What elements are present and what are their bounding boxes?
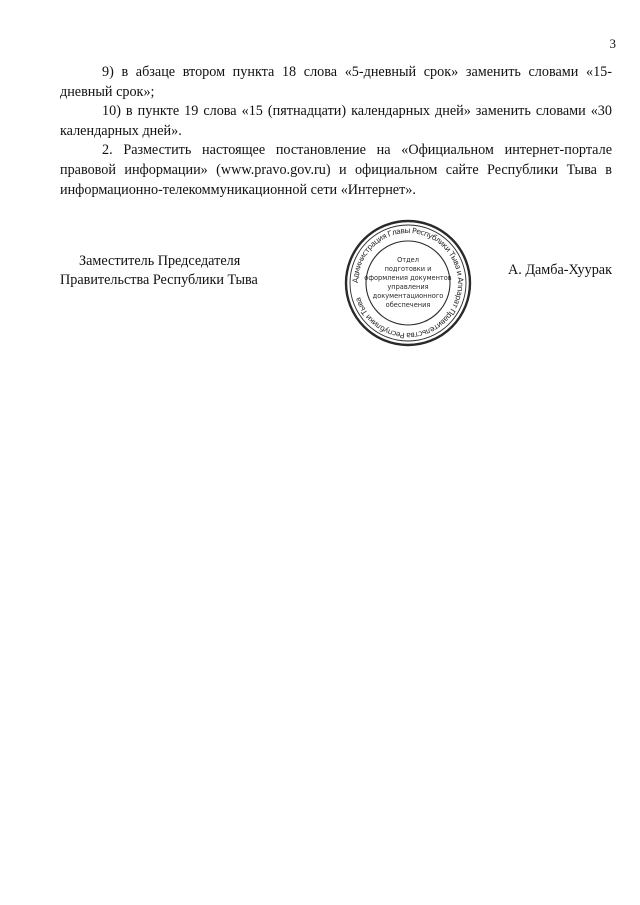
stamp-center-line-5: документационного	[372, 292, 444, 300]
stamp-center-line-4: управления	[387, 283, 429, 291]
stamp-center-line-6: обеспечения	[385, 301, 431, 309]
stamp-ring-text: Администрация Главы Республики Тыва и Аппарат Правительства Республики Тыва	[350, 225, 466, 341]
signatory-name: А. Дамба-Хуурак	[507, 262, 612, 278]
signatory-position-line1: Заместитель Председателя	[79, 253, 241, 269]
paragraph-item-9: 9) в абзаце втором пункта 18 слова «5-дневный срок» заменить словами «15-дневный срок»;	[60, 64, 612, 100]
page-number: 3	[609, 36, 616, 51]
document-body	[60, 63, 612, 200]
paragraph-point-2: 2. Разместить настоящее постановление на «Официальном интернет-портале правовой информации» (www.pravo.gov.ru) и официальном сайте Республики Тыва в информационно-телекоммуникационной сети «Интернет».	[60, 142, 612, 198]
stamp-center-line-1: Отдел	[397, 256, 419, 264]
paragraph-item-10: 10) в пункте 19 слова «15 (пятнадцати) календарных дней» заменить словами «30 календарных дней».	[60, 103, 612, 139]
signatory-position-line2: Правительства Республики Тыва	[60, 272, 258, 288]
official-seal-stamp	[343, 218, 473, 348]
stamp-center-line-3: оформления документов	[364, 274, 452, 282]
stamp-center-line-2: подготовки и	[384, 265, 432, 273]
signatory-position	[60, 252, 258, 290]
